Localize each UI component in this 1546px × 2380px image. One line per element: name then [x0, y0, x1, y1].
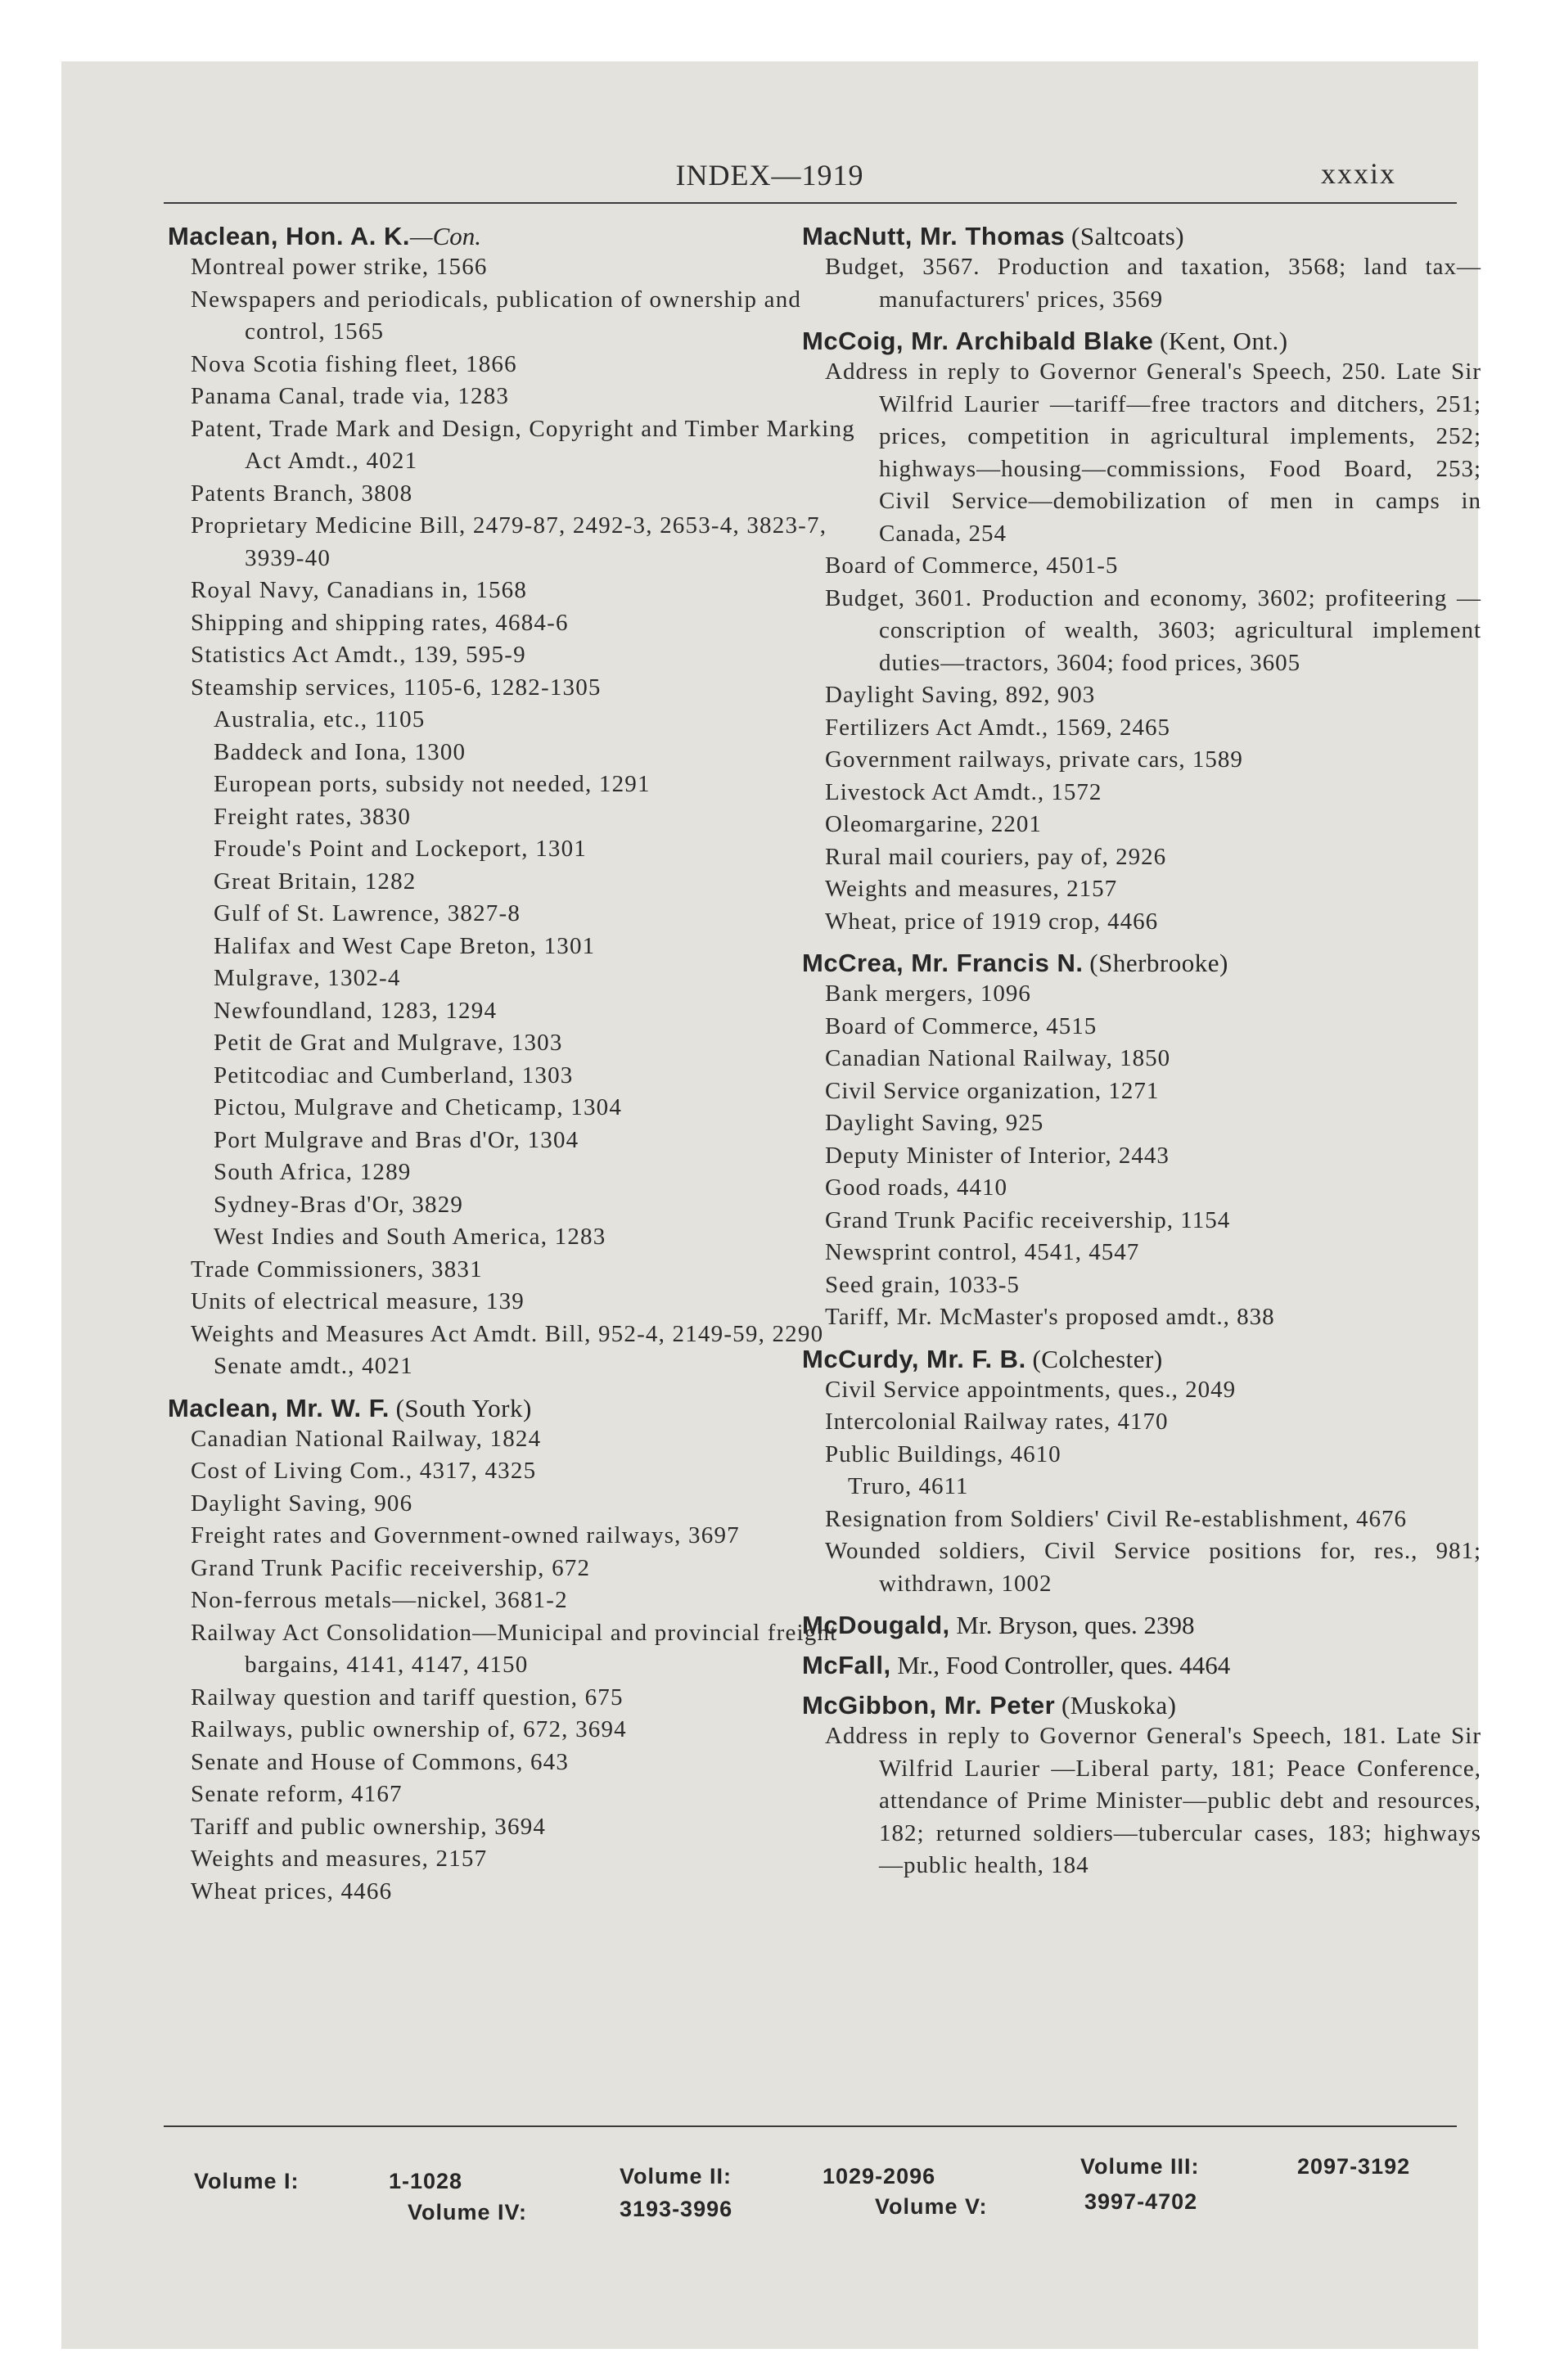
index-item: Senate and House of Commons, 643	[191, 1748, 570, 1775]
index-item: Daylight Saving, 906	[191, 1490, 413, 1517]
page-number: xxxix	[1320, 157, 1396, 190]
index-item: Budget, 3601. Production and economy, 3602; profiteering — conscription of wealth, 3603; agricultural implement duties—tractors, 3604; food prices, 3605	[825, 584, 1481, 676]
index-subitem: Petitcodiac and Cumberland, 1303	[214, 1062, 574, 1089]
entry-heading	[168, 222, 855, 251]
index-item: Budget, 3567. Production and taxation, 3568; land tax—manufacturers' prices, 3569	[825, 254, 1481, 313]
index-entry	[802, 1691, 1481, 1882]
index-item: Statistics Act Amdt., 139, 595-9	[191, 642, 526, 668]
index-item: Freight rates and Government-owned railways, 3697	[191, 1522, 740, 1548]
member-name: McCurdy, Mr. F. B.	[802, 1344, 1026, 1373]
index-item: Montreal power strike, 1566	[191, 254, 488, 280]
index-item: Good roads, 4410	[825, 1174, 1008, 1201]
index-item: Nova Scotia fishing fleet, 1866	[191, 350, 517, 377]
index-subitem: Mulgrave, 1302-4	[214, 965, 401, 991]
index-item: Railways, public ownership of, 672, 3694	[191, 1716, 627, 1742]
index-item: Weights and measures, 2157	[825, 876, 1118, 902]
index-entry	[802, 1611, 1481, 1640]
entry-heading	[802, 1691, 1481, 1720]
index-item: Fertilizers Act Amdt., 1569, 2465	[825, 714, 1171, 741]
index-item: Address in reply to Governor General's Speech, 181. Late Sir Wilfrid Laurier —Liberal party, 181; Peace Conference, attendance of Prime Minister—public debt and resources, 182; returned soldiers—tubercular cases, 183; highways—public health, 184	[825, 1723, 1481, 1878]
entry-heading	[802, 1611, 1481, 1640]
index-subitem: Australia, etc., 1105	[214, 706, 426, 732]
member-name: MacNutt, Mr. Thomas	[802, 222, 1066, 250]
volume-key	[61, 2151, 1478, 2224]
index-item: Daylight Saving, 892, 903	[825, 682, 1096, 708]
index-entry	[802, 1345, 1481, 1601]
index-item: Rural mail couriers, pay of, 2926	[825, 843, 1167, 870]
riding-name: (South York)	[395, 1393, 532, 1422]
member-name: Maclean, Mr. W. F.	[168, 1393, 390, 1422]
index-entry	[168, 222, 855, 1383]
volume-1-label: Volume I:	[194, 2169, 300, 2193]
index-entry	[802, 222, 1481, 316]
volume-3-label: Volume III:	[1080, 2154, 1200, 2179]
index-subitem: South Africa, 1289	[214, 1159, 412, 1185]
footer-rule	[164, 2125, 1457, 2127]
volume-1-range: 1-1028	[389, 2169, 463, 2193]
index-subitem: West Indies and South America, 1283	[214, 1224, 606, 1250]
index-item: Wheat prices, 4466	[191, 1877, 393, 1904]
index-item: Panama Canal, trade via, 1283	[191, 383, 510, 409]
entry-text: Mr. Bryson, ques. 2398	[956, 1611, 1195, 1639]
index-item: Oleomargarine, 2201	[825, 811, 1042, 837]
riding-name: (Muskoka)	[1061, 1691, 1177, 1720]
index-item: Canadian National Railway, 1824	[191, 1425, 542, 1452]
riding-name: (Colchester)	[1032, 1344, 1163, 1373]
index-item: Units of electrical measure, 139	[191, 1288, 525, 1314]
entry-heading	[802, 949, 1481, 978]
index-item: Tariff and public ownership, 3694	[191, 1813, 547, 1840]
index-subitem: Port Mulgrave and Bras d'Or, 1304	[214, 1126, 579, 1153]
index-item: Grand Trunk Pacific receivership, 1154	[825, 1206, 1231, 1233]
entry-heading	[802, 222, 1481, 251]
entry-text: Mr., Food Controller, ques. 4464	[897, 1651, 1231, 1679]
index-item: Patents Branch, 3808	[191, 480, 413, 507]
index-item: Canadian National Railway, 1850	[825, 1045, 1171, 1071]
page-title: INDEX—1919	[675, 159, 864, 192]
index-page	[61, 61, 1481, 2349]
index-item: Newsprint control, 4541, 4547	[825, 1239, 1140, 1265]
continued-mark: —Con.	[410, 222, 482, 250]
index-item: Tariff, Mr. McMaster's proposed amdt., 838	[825, 1304, 1275, 1330]
member-name: McCrea, Mr. Francis N.	[802, 949, 1084, 977]
volume-3-range: 2097-3192	[1297, 2154, 1411, 2179]
index-item: Civil Service organization, 1271	[825, 1077, 1160, 1104]
member-name: Maclean, Hon. A. K.	[168, 222, 411, 250]
index-item: Wounded soldiers, Civil Service positions for, res., 981; withdrawn, 1002	[825, 1538, 1481, 1597]
riding-name: (Saltcoats)	[1071, 222, 1185, 250]
index-subitem: European ports, subsidy not needed, 1291	[214, 771, 651, 797]
index-subitem: Petit de Grat and Mulgrave, 1303	[214, 1030, 563, 1056]
index-item: Bank mergers, 1096	[825, 980, 1031, 1007]
riding-name: (Sherbrooke)	[1089, 949, 1228, 977]
index-item: Newspapers and periodicals, publication of ownership and control, 1565	[191, 286, 802, 345]
index-item: Steamship services, 1105-6, 1282-1305	[191, 674, 602, 701]
index-subitem: Newfoundland, 1283, 1294	[214, 997, 498, 1024]
index-subitem: Truro, 4611	[848, 1473, 969, 1499]
member-name: McCoig, Mr. Archibald Blake	[802, 327, 1154, 355]
volume-4-range: 3193-3996	[620, 2197, 733, 2221]
volume-5-range: 3997-4702	[1084, 2189, 1198, 2214]
index-item: Railway Act Consolidation—Municipal and provincial freight bargains, 4141, 4147, 4150	[191, 1619, 838, 1678]
entry-heading	[802, 1651, 1481, 1680]
index-item: Non-ferrous metals—nickel, 3681-2	[191, 1587, 568, 1613]
index-entry	[802, 949, 1481, 1334]
index-item: Public Buildings, 4610	[825, 1440, 1061, 1467]
index-item: Grand Trunk Pacific receivership, 672	[191, 1554, 591, 1581]
index-item: Board of Commerce, 4515	[825, 1012, 1098, 1039]
volume-2-label: Volume II:	[620, 2164, 732, 2188]
index-entry	[168, 1394, 855, 1909]
index-subitem: Baddeck and Iona, 1300	[214, 738, 467, 765]
volume-5-label: Volume V:	[875, 2194, 988, 2219]
index-item: Weights and Measures Act Amdt. Bill, 952-4, 2149-59, 2290	[191, 1320, 824, 1347]
left-column	[168, 222, 855, 1918]
index-subitem: Gulf of St. Lawrence, 3827-8	[214, 900, 521, 926]
entry-heading	[802, 1345, 1481, 1374]
index-item: Resignation from Soldiers' Civil Re-establishment, 4676	[825, 1505, 1408, 1532]
index-item: Civil Service appointments, ques., 2049	[825, 1376, 1237, 1403]
index-item: Government railways, private cars, 1589	[825, 746, 1243, 773]
index-item: Weights and measures, 2157	[191, 1846, 488, 1872]
index-item: Royal Navy, Canadians in, 1568	[191, 577, 528, 603]
volume-2-range: 1029-2096	[823, 2164, 936, 2188]
index-item: Intercolonial Railway rates, 4170	[825, 1409, 1169, 1435]
index-item: Wheat, price of 1919 crop, 4466	[825, 908, 1159, 935]
index-item: Seed grain, 1033-5	[825, 1271, 1020, 1298]
entry-heading	[802, 327, 1481, 356]
index-subitem: Freight rates, 3830	[214, 803, 412, 830]
member-name: McFall,	[802, 1651, 891, 1679]
index-item: Trade Commissioners, 3831	[191, 1255, 483, 1282]
riding-name: (Kent, Ont.)	[1159, 327, 1288, 355]
index-entry	[802, 327, 1481, 938]
index-item: Livestock Act Amdt., 1572	[825, 778, 1102, 805]
header-rule	[164, 202, 1457, 204]
right-column	[802, 222, 1481, 1893]
index-item: Proprietary Medicine Bill, 2479-87, 2492-3, 2653-4, 3823-7, 3939-40	[191, 512, 827, 571]
volume-4-label: Volume IV:	[408, 2200, 528, 2224]
entry-heading	[168, 1394, 855, 1423]
index-subitem: Halifax and West Cape Breton, 1301	[214, 932, 596, 959]
index-subitem: Great Britain, 1282	[214, 868, 417, 895]
index-subitem: Pictou, Mulgrave and Cheticamp, 1304	[214, 1094, 623, 1120]
index-item: Cost of Living Com., 4317, 4325	[191, 1458, 537, 1484]
index-subitem: Sydney-Bras d'Or, 3829	[214, 1191, 464, 1218]
index-item: Senate reform, 4167	[191, 1781, 403, 1807]
index-item: Daylight Saving, 925	[825, 1110, 1044, 1136]
index-entry	[802, 1651, 1481, 1680]
index-item: Patent, Trade Mark and Design, Copyright and Timber Marking Act Amdt., 4021	[191, 415, 855, 474]
index-item: Board of Commerce, 4501-5	[825, 552, 1119, 579]
index-item: Address in reply to Governor General's Speech, 250. Late Sir Wilfrid Laurier —tariff—free tractors and ditchers, 251; prices, competition in agricultural implements, 252; highways—housing—commissions, Food Board, 253; Civil Service—demobilization of men in camps in Canada, 254	[825, 358, 1481, 547]
index-subitem: Froude's Point and Lockeport, 1301	[214, 836, 588, 862]
index-item: Deputy Minister of Interior, 2443	[825, 1142, 1170, 1169]
member-name: McGibbon, Mr. Peter	[802, 1691, 1056, 1720]
index-item: Shipping and shipping rates, 4684-6	[191, 609, 569, 636]
index-item: Railway question and tariff question, 675	[191, 1684, 624, 1711]
member-name: McDougald,	[802, 1611, 950, 1639]
index-subitem: Senate amdt., 4021	[214, 1353, 413, 1379]
